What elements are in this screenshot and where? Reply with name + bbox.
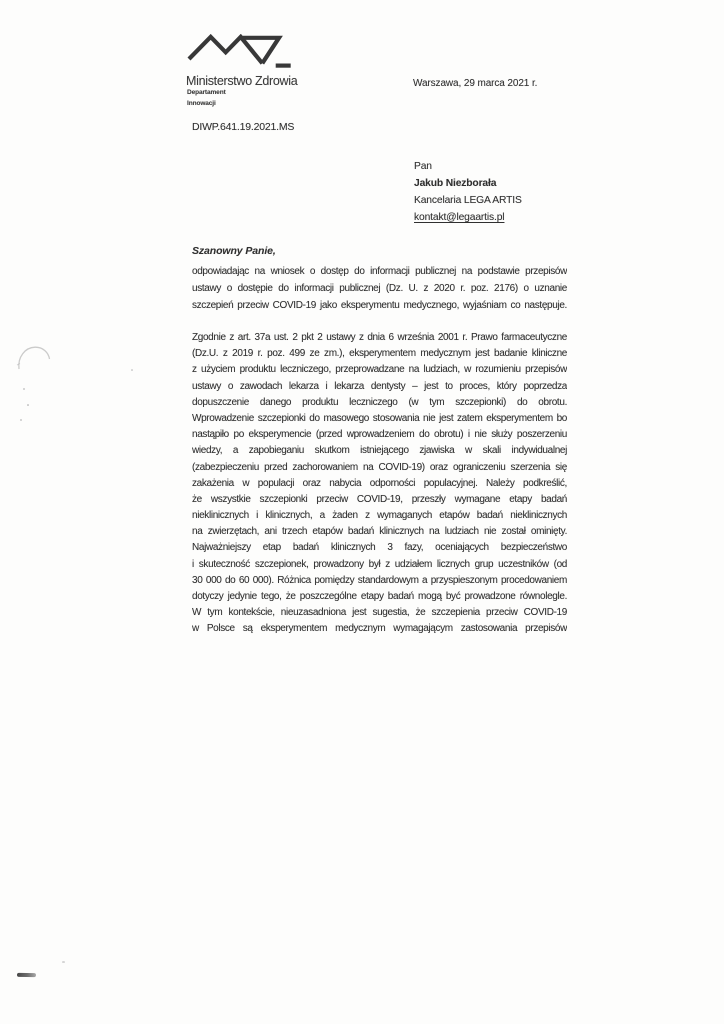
- scan-artifact-speck: [23, 388, 25, 390]
- place-and-date: Warszawa, 29 marca 2021 r.: [413, 78, 538, 89]
- body-line: ustawy o zawodach lekarza i lekarza dentysty – jest to proces, który poprzedza: [192, 380, 567, 392]
- body-line: że wszystkie szczepionki przeciw COVID-19, przeszły wymagane etapy badań: [192, 493, 567, 505]
- paragraph-2: [192, 330, 567, 638]
- body-line: zakażenia w populacji oraz nabycia odporności populacyjnej. Należy podkreślić,: [192, 477, 567, 489]
- ministry-of-health-logo-icon: [187, 34, 293, 70]
- body-line: nastąpiło po eksperymencie (przed wprowadzeniem do obrotu) i nie służy poszerzeniu: [192, 429, 567, 441]
- recipient-block: [414, 159, 522, 227]
- body-line: dopuszczenie danego produktu leczniczego (w tym szczepionki) do obrotu.: [192, 396, 567, 408]
- body-line: na zwierzętach, ani trzech etapów badań klinicznych na ludziach nie został ominięty.: [192, 526, 567, 538]
- body-line: dotyczy jedynie tego, że poszczególne etapy badań mogą być prowadzone równolegle.: [192, 591, 567, 602]
- department-line2: Innowacji: [187, 100, 216, 108]
- body-line: ustawy o dostępie do informacji publicznej (Dz. U. z 2020 r. poz. 2176) o uznanie: [192, 283, 567, 295]
- body-line: W tym kontekście, nieuzasadniona jest sugestia, że szczepienia przeciw COVID-19: [192, 607, 567, 619]
- body-line: 30 000 do 60 000). Różnica pomiędzy standardowym a przyspieszonym procedowaniem: [192, 574, 567, 586]
- paragraph-1: [192, 263, 567, 315]
- reference-number: DIWP.641.19.2021.MS: [192, 121, 295, 133]
- scan-artifact-dash: [17, 973, 36, 977]
- body-line: z użyciem produktu leczniczego, przeprowadzane na ludziach, w rozumieniu przepisów: [192, 364, 567, 376]
- body-line: Zgodnie z art. 37a ust. 2 pkt 2 ustawy z dnia 6 września 2001 r. Prawo farmaceutyczne: [192, 332, 567, 343]
- body-line: Wprowadzenie szczepionki do masowego stosowania nie jest zatem eksperymentem bo: [192, 412, 567, 424]
- body-line: w Polsce są eksperymentem medycznym wymagającym zastosowania przepisów: [192, 623, 567, 635]
- scan-artifact-speck: [62, 961, 65, 963]
- scan-artifact-speck: [20, 419, 22, 421]
- body-line: odpowiadając na wniosek o dostęp do informacji publicznej na podstawie przepisów: [192, 266, 567, 277]
- body-line: szczepień przeciw COVID-19 jako eksperymentu medycznego, wyjaśniam co następuje.: [192, 300, 567, 312]
- department-name: [187, 87, 226, 110]
- department-line1: Departament: [187, 89, 226, 96]
- body-line: i skuteczność szczepionek, prowadzony był z udziałem licznych grup uczestników (od: [192, 558, 567, 570]
- body-line: (zabezpieczeniu przed zachorowaniem na COVID-19) oraz ograniczeniu szerzenia się: [192, 461, 567, 473]
- body-line: wiedzy, a zapobieganiu skutkom istniejącego zjawiska w skali indywidualnej: [192, 445, 567, 457]
- scan-artifact-speck: [131, 369, 133, 371]
- recipient-organization: Kancelaria LEGA ARTIS: [414, 194, 522, 206]
- recipient-salutation: Pan: [414, 161, 432, 172]
- recipient-email: kontakt@legaartis.pl: [414, 211, 505, 223]
- body-line: Najważniejszy etap badań klinicznych 3 fazy, oceniających bezpieczeństwo: [192, 542, 567, 554]
- body-line: nieklinicznych i klinicznych, a żaden z wymaganych etapów badań nieklinicznych: [192, 510, 567, 522]
- scan-artifact-speck: [27, 404, 29, 406]
- letter-greeting: Szanowny Panie,: [192, 245, 276, 257]
- body-line: (Dz.U. z 2019 r. poz. 499 ze zm.), eksperymentem medycznym jest badanie kliniczne: [192, 348, 567, 360]
- ministry-name: Ministerstwo Zdrowia: [186, 74, 298, 88]
- recipient-name: Jakub Niezborała: [414, 177, 497, 189]
- scan-artifact-arc: [16, 344, 54, 376]
